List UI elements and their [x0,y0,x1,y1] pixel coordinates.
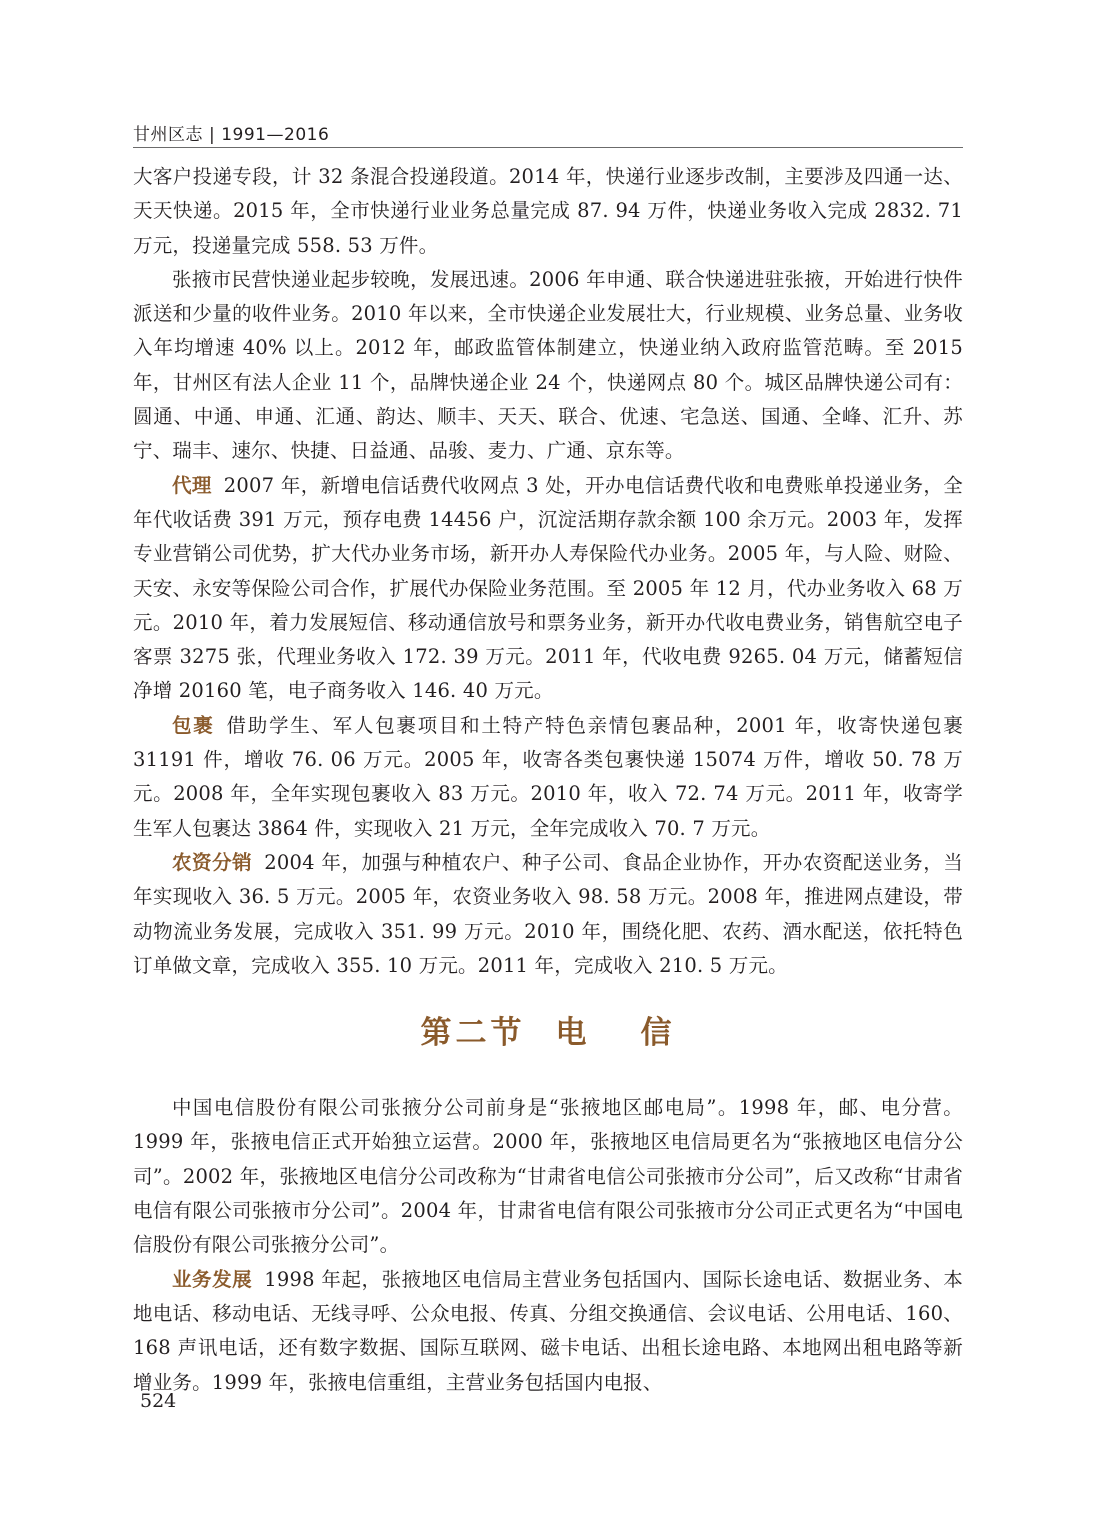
header-separator: | [209,125,216,145]
parcel-heading: 包裹 [172,713,215,737]
agency-text: 2007 年，新增电信话费代收网点 3 处，开办电信话费代收和电费账单投递业务，全年代收话费 391 万元，预存电费 14456 户，沉淀活期存款余额 100 余万元。2003 年，发挥专业营销公司优势，扩大代办业务市场，新开办人寿保险代办业务。2005 年，与人险、财险、天安、永安等保险公司合作，扩展代办保险业务范围。至 2005 年 12 月，代办业务收入 68 万元。2010 年，着力发展短信、移动通信放号和票务业务，新开办代收电费业务，销售航空电子客票 3275 张，代理业务收入 172. 39 万元。2011 年，代收电费 9265. 04 万元，储蓄短信净增 20160 笔，电子商务收入 146. 40 万元。 [133,473,963,703]
parcel-text: 借助学生、军人包裹项目和土特产特色亲情包裹品种，2001 年，收寄快递包裹 31191 件，增收 76. 06 万元。2005 年，收寄各类包裹快递 15074 万件，增收 50. 78 万元。2008 年，全年实现包裹收入 83 万元。2010 年，收入 72. 74 万元。2011 年，收寄学生军人包裹达 3864 件，实现收入 21 万元，全年完成收入 70. 7 万元。 [133,713,963,840]
business-heading: 业务发展 [172,1267,253,1291]
agri-heading: 农资分销 [172,850,253,874]
section-title-char-2: 信 [640,1015,676,1052]
paragraph-parcel [133,709,963,846]
paragraph-agency [133,469,963,709]
book-title: 甘州区志 [133,125,203,145]
header-rule [133,147,963,148]
business-text: 1998 年起，张掖地区电信局主营业务包括国内、国际长途电话、数据业务、本地电话、移动电话、无线寻呼、公众电报、传真、分组交换通信、会议电话、公用电话、160、168 声讯电话，还有数字数据、国际互联网、磁卡电话、出租长途电路、本地网出租电路等新增业务。1999 年，张掖电信重组，主营业务包括国内电报、 [133,1267,963,1394]
agency-heading: 代理 [172,473,212,497]
running-header [133,120,963,145]
paragraph-telecom-intro: 中国电信股份有限公司张掖分公司前身是“张掖地区邮电局”。1998 年，邮、电分营。1999 年，张掖电信正式开始独立运营。2000 年，张掖地区电信局更名为“张掖地区电信分公司”。2002 年，张掖地区电信分公司改称为“甘肃省电信公司张掖市分公司”，后又改称“甘肃省电信有限公司张掖市分公司”。2004 年，甘肃省电信有限公司张掖市分公司正式更名为“中国电信股份有限公司张掖分公司”。 [133,1096,963,1257]
paragraph-business [133,1263,963,1400]
section-number: 第二节 [420,1015,526,1052]
page-number: 524 [140,1390,177,1412]
section-title-char-1: 电 [555,1015,591,1052]
paragraph-continued: 大客户投递专段，计 32 条混合投递段道。2014 年，快递行业逐步改制，主要涉及四通一达、天天快递。2015 年，全市快递行业业务总量完成 87. 94 万件，快递业务收入完成 2832. 71 万元，投递量完成 558. 53 万件。 [133,165,963,257]
agri-text: 2004 年，加强与种植农户、种子公司、食品企业协作，开办农资配送业务，当年实现收入 36. 5 万元。2005 年，农资业务收入 98. 58 万元。2008 年，推进网点建设，带动物流业务发展，完成收入 351. 99 万元。2010 年，围绕化肥、农药、酒水配送，依托特色订单做文章，完成收入 355. 10 万元。2011 年，完成收入 210. 5 万元。 [133,850,963,977]
paragraph-agri [133,846,963,983]
body-text [133,160,963,1400]
section-title [133,1005,963,1061]
book-years: 1991—2016 [221,125,330,145]
paragraph-private-express: 张掖市民营快递业起步较晚，发展迅速。2006 年申通、联合快递进驻张掖，开始进行快件派送和少量的收件业务。2010 年以来，全市快递企业发展壮大，行业规模、业务总量、业务收入年均增速 40% 以上。2012 年，邮政监管体制建立，快递业纳入政府监管范畴。至 2015 年，甘州区有法人企业 11 个，品牌快递企业 24 个，快递网点 80 个。城区品牌快递公司有：圆通、中通、申通、汇通、韵达、顺丰、天天、联合、优速、宅急送、国通、全峰、汇升、苏宁、瑞丰、速尔、快捷、日益通、品骏、麦力、广通、京东等。 [133,267,963,463]
